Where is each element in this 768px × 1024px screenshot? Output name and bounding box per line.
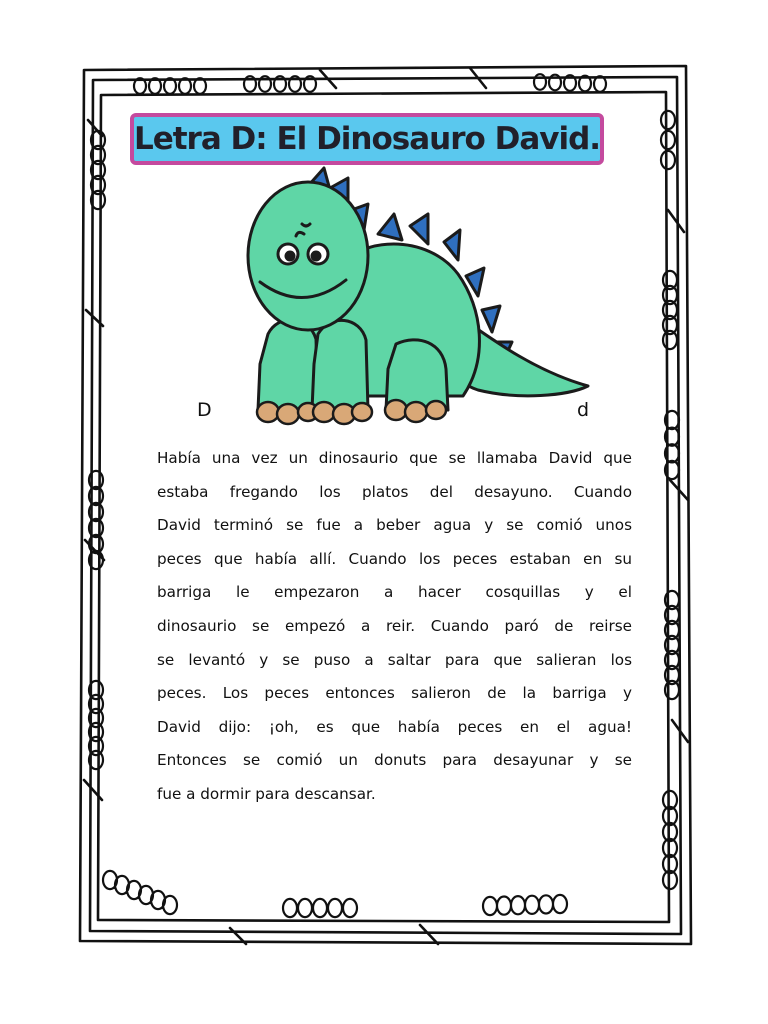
- page-title: Letra D: El Dinosauro David.: [133, 121, 601, 157]
- story-line: peces que había allí. Cuando los peces estaban en su: [157, 549, 632, 568]
- scribble-loops: [483, 895, 567, 915]
- scribble-loops: [103, 871, 177, 914]
- story-line: David dijo: ¡oh, es que había peces en el agua!: [157, 717, 632, 736]
- story-line: David terminó se fue a beber agua y se comió unos: [157, 516, 632, 535]
- scribble-loops: [89, 471, 103, 569]
- dinosaur-illustration: [238, 164, 594, 434]
- story-line: estaba fregando los platos del desayuno. Cuando: [157, 482, 632, 501]
- scribble-loops: [661, 111, 675, 169]
- scribble-loops: [283, 899, 357, 917]
- story-line: dinosaurio se empezó a reir. Cuando paró de reirse: [157, 616, 632, 635]
- title-banner: [130, 113, 604, 165]
- story-line: peces. Los peces entonces salieron de la barriga y: [157, 684, 632, 703]
- story-line: Entonces se comió un donuts para desayunar y se: [157, 751, 632, 770]
- letter-uppercase: D: [197, 399, 212, 421]
- story-line: barriga le empezaron a hacer cosquillas y el: [157, 583, 632, 602]
- story-text: [157, 442, 632, 812]
- story-line: se levantó y se puso a saltar para que salieran los: [157, 650, 632, 669]
- letter-lowercase: d: [577, 399, 590, 421]
- story-line: Había una vez un dinosaurio que se llamaba David que: [157, 449, 632, 467]
- story-line: fue a dormir para descansar.: [157, 784, 376, 803]
- scribble-loops: [663, 271, 677, 349]
